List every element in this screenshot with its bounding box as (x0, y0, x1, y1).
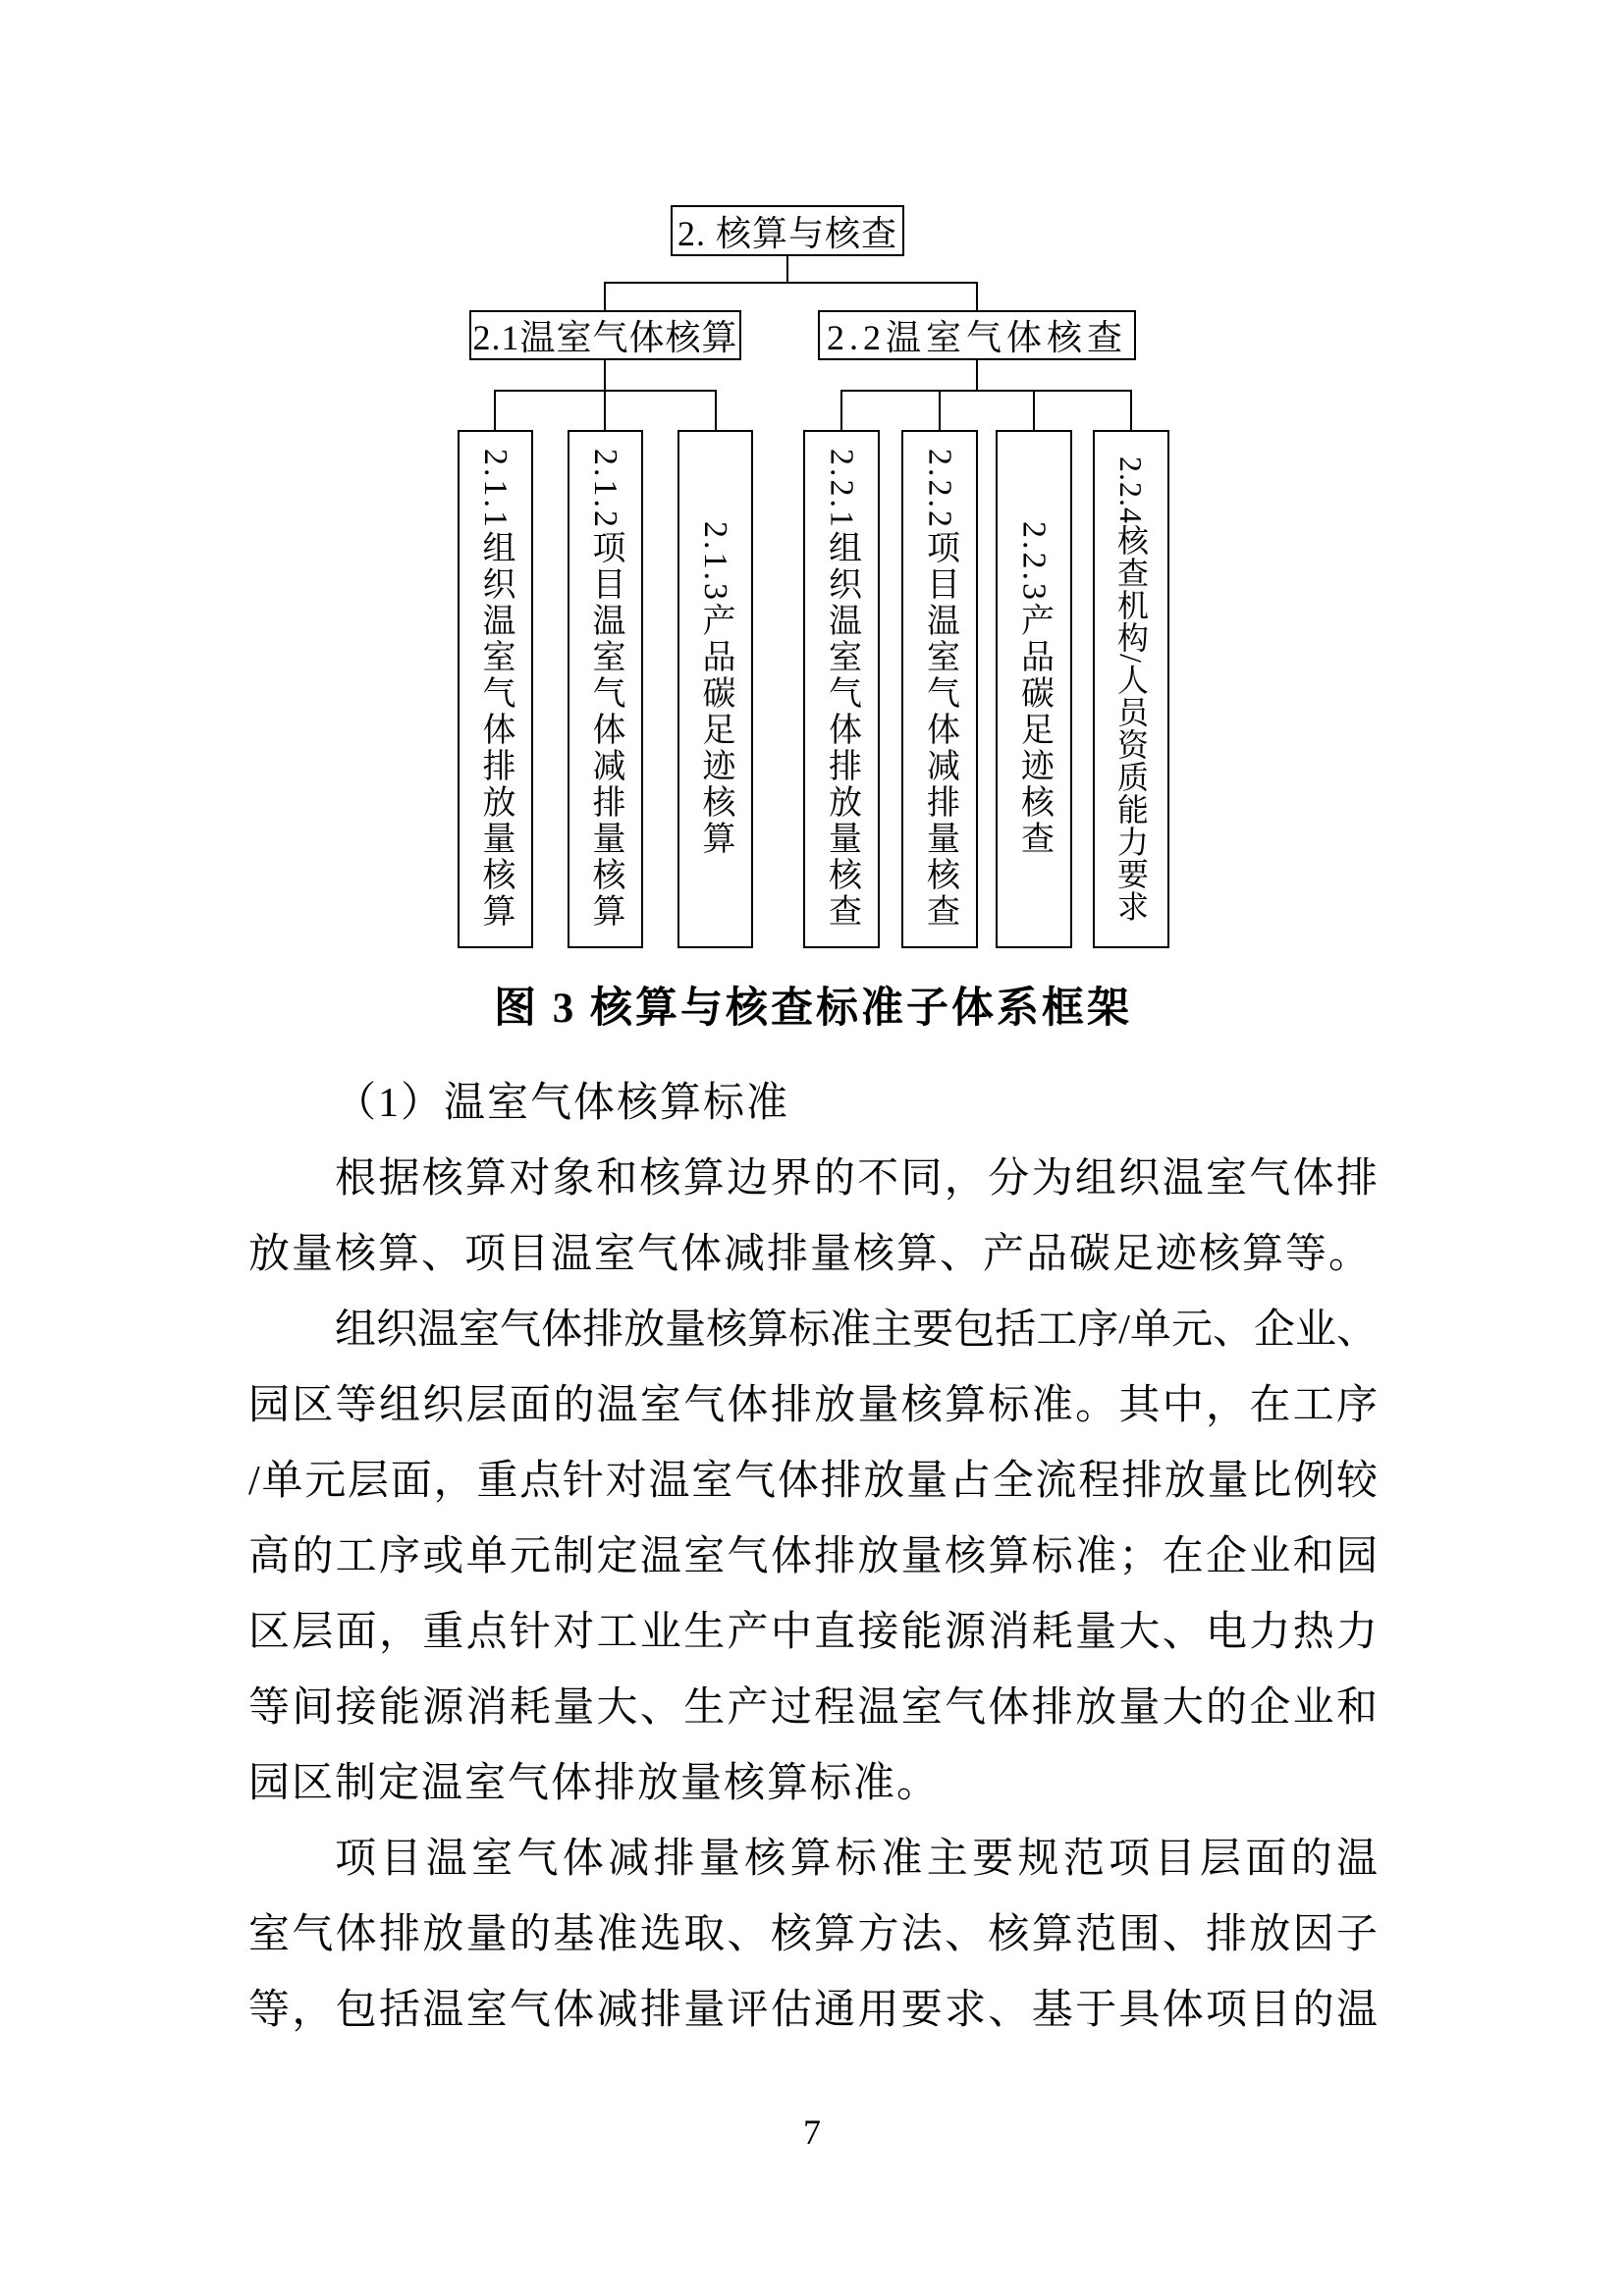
connector-line (976, 282, 978, 310)
body-line: 组织温室气体排放量核算标准主要包括工序/单元、企业、 (335, 1308, 1378, 1353)
leaf-box-project-reduction-accounting (568, 430, 643, 948)
body-line: 等间接能源消耗量大、生产过程温室气体排放量大的企业和 (248, 1685, 1378, 1731)
connector-line (494, 390, 496, 430)
connector-line (604, 282, 606, 310)
body-line: 项目温室气体减排量核算标准主要规范项目层面的温 (335, 1837, 1378, 1882)
root-box (671, 205, 904, 256)
branch-box-ghg-accounting-label: 2.1温室气体核算 (472, 318, 738, 357)
connector-line (840, 390, 1132, 392)
leaf-box-project-reduction-verification (901, 430, 978, 948)
branch-box-ghg-accounting (469, 310, 741, 360)
body-line: 园区制定温室气体排放量核算标准。 (248, 1761, 941, 1806)
leaf-box-label: 2.1.2项目温室气体减排量核算 (587, 449, 623, 930)
branch-box-ghg-verification-label: 2.2温室气体核查 (826, 318, 1127, 357)
body-line: 室气体排放量的基准选取、核算方法、核算范围、排放因子 (248, 1912, 1378, 1957)
connector-line (840, 390, 842, 430)
leaf-box-product-footprint-verification (996, 430, 1072, 948)
root-box-label: 2. 核算与核查 (677, 213, 897, 253)
leaf-box-label: 2.2.1组织温室气体排放量核查 (823, 449, 860, 930)
branch-box-ghg-verification (818, 310, 1136, 360)
leaf-box-label: 2.1.1组织温室气体排放量核算 (477, 449, 514, 930)
body-line: 高的工序或单元制定温室气体排放量核算标准；在企业和园 (248, 1534, 1378, 1579)
figure-caption: 图 3 核算与核查标准子体系框架 (494, 986, 1132, 1032)
connector-line (1130, 390, 1132, 430)
leaf-box-label: 2.2.4核查机构/人员资质能力要求 (1113, 455, 1149, 923)
body-line: （1）温室气体核算标准 (335, 1081, 790, 1126)
body-text (248, 1066, 1378, 2049)
body-line: 根据核算对象和核算边界的不同，分为组织温室气体排 (335, 1156, 1378, 1201)
body-line: 园区等组织层面的温室气体排放量核算标准。其中，在工序 (248, 1383, 1378, 1428)
body-line: /单元层面，重点针对温室气体排放量占全流程排放量比例较 (248, 1459, 1378, 1504)
leaf-box-product-footprint-accounting (677, 430, 753, 948)
leaf-box-label: 2.1.3产品碳足迹核算 (697, 521, 733, 857)
connector-line (604, 360, 606, 390)
body-line: 放量核算、项目温室气体减排量核算、产品碳足迹核算等。 (248, 1232, 1373, 1277)
connector-line (1033, 390, 1035, 430)
connector-line (939, 390, 941, 430)
leaf-box-verifier-qualification (1093, 430, 1169, 948)
connector-line (604, 390, 606, 430)
connector-line (604, 282, 978, 284)
body-line: 等，包括温室气体减排量评估通用要求、基于具体项目的温 (248, 1988, 1378, 2033)
leaf-box-label: 2.2.2项目温室气体减排量核查 (921, 449, 958, 930)
body-line: 区层面，重点针对工业生产中直接能源消耗量大、电力热力 (248, 1610, 1378, 1655)
connector-line (715, 390, 717, 430)
connector-line (976, 360, 978, 390)
page-number: 7 (803, 2112, 821, 2152)
leaf-box-org-emission-verification (803, 430, 880, 948)
leaf-box-label: 2.2.3产品碳足迹核查 (1015, 521, 1053, 857)
leaf-box-org-emission-accounting (458, 430, 533, 948)
connector-line (786, 256, 788, 282)
